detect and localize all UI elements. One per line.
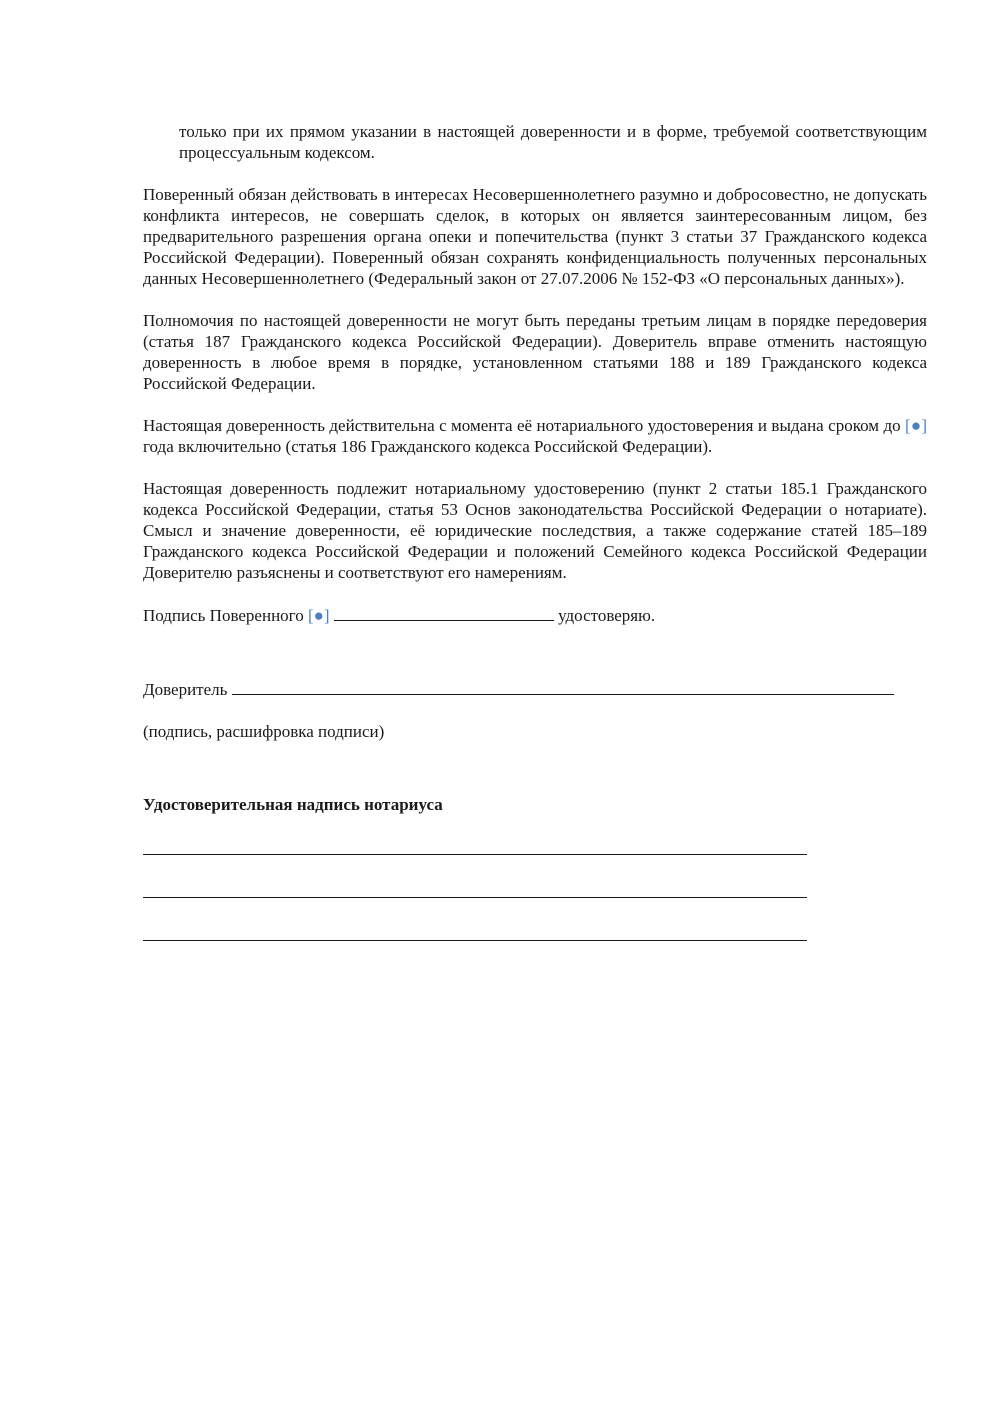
notary-blank-line[interactable]	[143, 919, 807, 941]
paragraph-validity-term	[143, 415, 927, 457]
principal-signature-caption: (подпись, расшифровка подписи)	[143, 722, 385, 741]
validity-text-after: года включительно (статья 186 Гражданского кодекса Российской Федерации).	[143, 437, 713, 456]
continued-paragraph	[179, 121, 927, 163]
document-page	[143, 121, 927, 966]
validity-date-placeholder[interactable]: [●]	[905, 416, 927, 435]
paragraph-notarization: Настоящая доверенность подлежит нотариальному удостоверению (пункт 2 статьи 185.1 Гражданского кодекса Российской Федерации, статья 53 Основ законодательства Российской Федерации о нотариате). Смысл и значение доверенности, её юридические последствия, а также содержание статей 185–189 Гражданского кодекса Российской Федерации и положений Семейного кодекса Российской Федерации Доверителю разъяснены и соответствуют его намерениям.	[143, 479, 927, 582]
paragraph-no-delegation: Полномочия по настоящей доверенности не могут быть переданы третьим лицам в порядке передоверия (статья 187 Гражданского кодекса Российской Федерации). Доверитель вправе отменить настоящую доверенность в любое время в порядке, установленном статьями 188 и 189 Гражданского кодекса Российской Федерации.	[143, 311, 927, 393]
notary-lines	[143, 837, 927, 945]
attorney-signature-line	[143, 604, 927, 626]
principal-signature-line	[143, 678, 927, 700]
attorney-name-placeholder[interactable]: [●]	[307, 606, 330, 625]
attorney-signature-blank[interactable]	[334, 604, 554, 621]
paragraph-procedural-codes: только при их прямом указании в настоящей доверенности и в форме, требуемой соответствующим процессуальным кодексом.	[179, 122, 927, 162]
principal-signature-blank[interactable]	[232, 678, 894, 695]
principal-label: Доверитель	[143, 680, 228, 699]
notary-blank-line[interactable]	[143, 876, 807, 898]
attorney-signature-suffix: удостоверяю.	[558, 606, 656, 625]
notary-heading: Удостоверительная надпись нотариуса	[143, 795, 443, 814]
notary-blank-line[interactable]	[143, 833, 807, 855]
paragraph-attorney-duties: Поверенный обязан действовать в интересах Несовершеннолетнего разумно и добросовестно, не допускать конфликта интересов, не совершать сделок, в которых он является заинтересованным лицом, без предварительного разрешения органа опеки и попечительства (пункт 3 статьи 37 Гражданского кодекса Российской Федерации). Поверенный обязан сохранять конфиденциальность полученных персональных данных Несовершеннолетнего (Федеральный закон от 27.07.2006 № 152-ФЗ «О персональных данных»).	[143, 185, 927, 288]
attorney-signature-label: Подпись Поверенного	[143, 606, 304, 625]
validity-text-before: Настоящая доверенность действительна с момента её нотариального удостоверения и выдана сроком до	[143, 416, 906, 435]
